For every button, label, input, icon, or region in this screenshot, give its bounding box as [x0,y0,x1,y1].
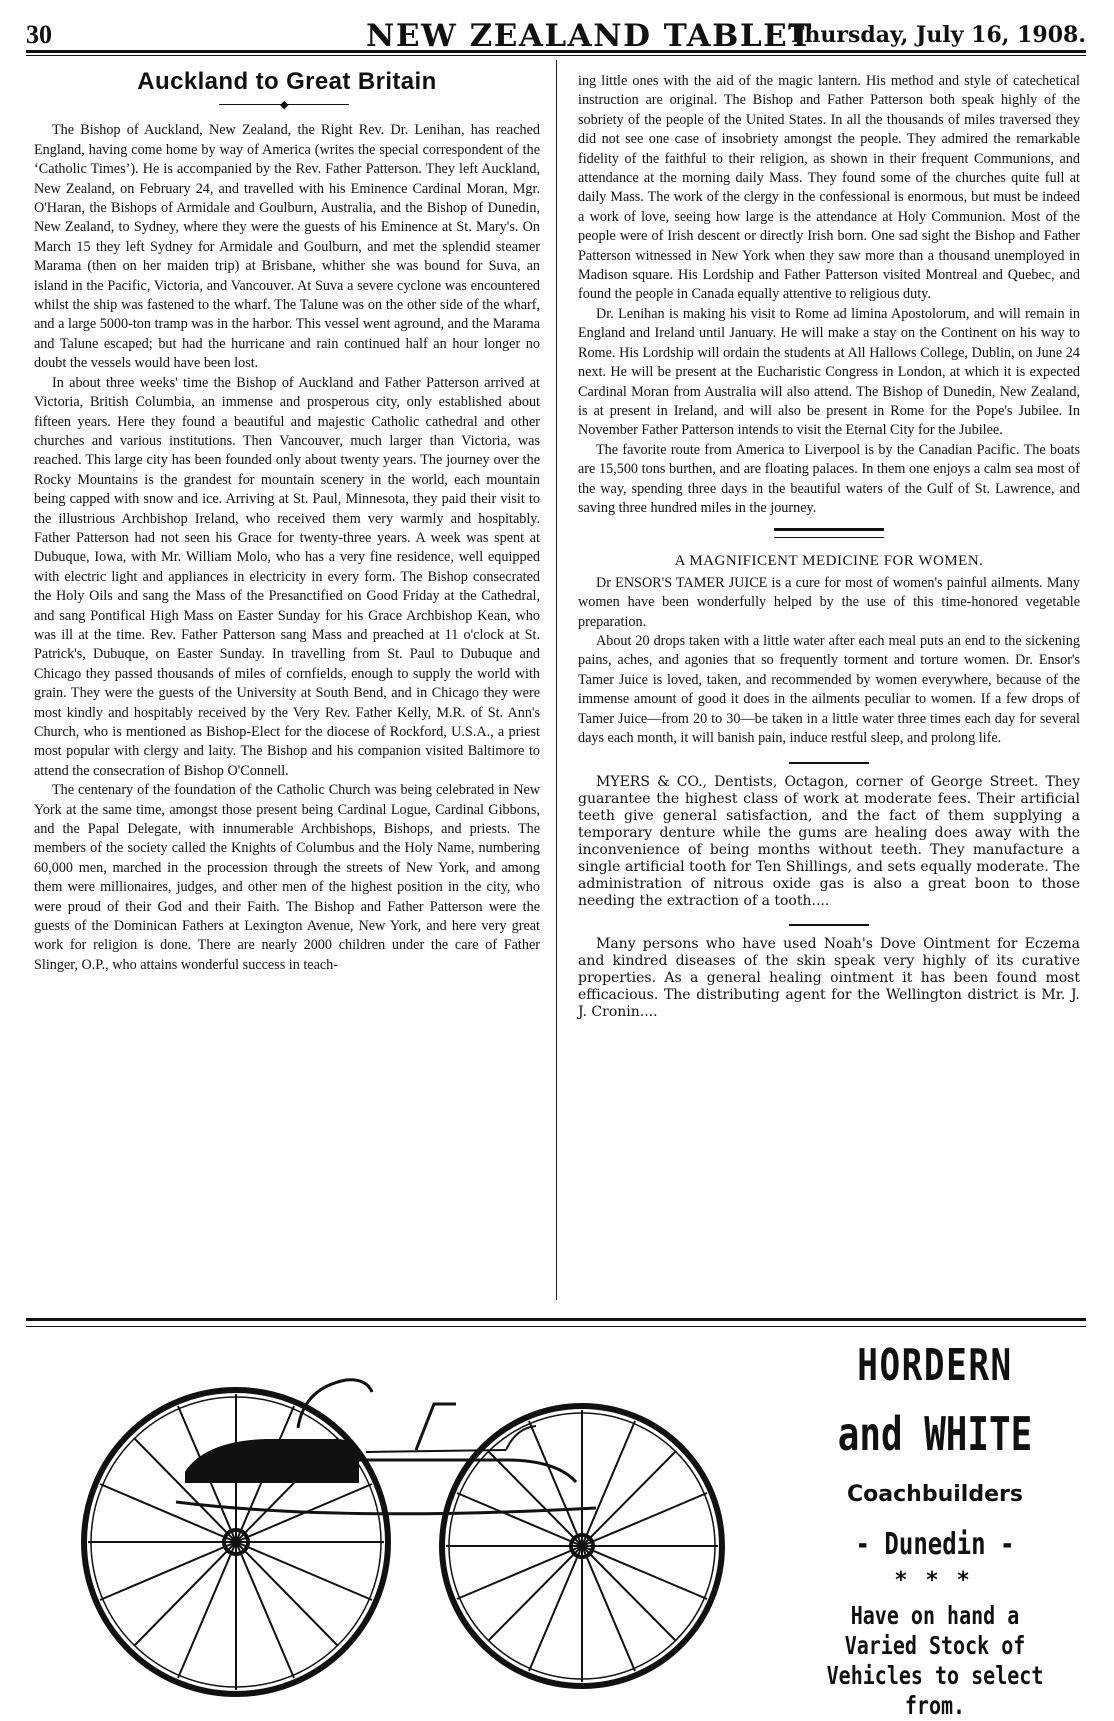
dentist-ad [578,774,1080,910]
ointment-ad-text: Many persons who have used Noah's Dove Ointment for Eczema and kindred diseases of the skin speak very highly of its curative properties. As a general healing ointment it has been found most efficacious. The distributing agent for the Wellington district is Mr. J. J. Cronin.... [578,936,1080,1021]
article-paragraph: In about three weeks' time the Bishop of Auckland and Father Patterson arrived at Victoria, British Columbia, an immense and prosperous city, only established about fifteen years. Here they found a beautiful and majestic Catholic cathedral and other churches and various institutions. Then Vancouver, much larger than Victoria, was reached. This large city has been founded only about twenty years. The journey over the Rocky Mountains is the grandest for mountain scenery in the world, each mountain being capped with snow and ice. Arriving at St. Paul, Minnesota, they paid their visit to the illustrious Archbishop Ireland, who received them very warmly and hospitably. Father Patterson had not seen his Grace for twenty-three years. A week was spent at Dubuque, Iowa, with Mr. William Molo, who has a very fine residence, well equipped with electric light and appliances in electricity in every form. The Bishop consecrated the Holy Oils and sang the Mass of the Presanctified on Good Friday at the Cathedral, and sang Pontifical High Mass on Easter Sunday for his Grace Archbishop Kean, who was ill at the time. Rev. Father Patterson sang Mass and preached at 11 o'clock at St. Patrick's, Dubuque, on Easter Sunday. In travelling from St. Paul to Dubuque and Chicago they passed thousands of miles of cornfields, enough to supply the world with grain. They were the guests of the University at South Bend, and in Chicago they were most kindly and hospitably received by the Very Rev. Father Kelly, M.R. of St. Ann's Church, who is mentioned as Bishop-Elect for the diocese of Rockford, U.S.A., a priest most popular with clergy and laity. The Bishop and his companion visited Baltimore to attend the consecration of Bishop O'Connell. [34,374,540,779]
column-divider [556,60,557,1300]
article-column-left [34,62,540,1302]
masthead: NEW ZEALAND TABLET [366,18,813,54]
title-ornament: ◆ [34,99,540,111]
coachbuilder-ad [780,1340,1090,1721]
article-paragraph: The centenary of the foundation of the Catholic Church was being celebrated in New York at the same time, amongst those present being Cardinal Logue, Cardinal Gibbons, and the Papal Delegate, with innumerable Archbishops, Bishops, and priests. The members of the society called the Knights of Columbus and the Holy Name, numbering 60,000 men, marched in the procession through the streets of New York, and among them were millionaires, judges, and other men of the highest position in the city, who were proud of their God and their Faith. The Bishop and Father Patterson were the guests of the Dominican Fathers at Lexington Avenue, New York, and here very great work for religion is done. There are nearly 2000 children under the care of Father Slinger, O.P., who attains wonderful success in teach- [34,782,540,973]
carriage-drawing [36,1332,772,1700]
section-rule [789,762,869,764]
article-continued-paragraph: ing little ones with the aid of the magic lantern. His method and style of catechetical instruction are original. The Bishop and Father Patterson both speak highly of the sobriety of the people of the United States. In all the thousands of miles traversed they did not see one case of insobriety amongst the people. They admired the remarkable fidelity of the faithful to their religion, as shown in their frequent Communions, and attendance at the morning daily Mass. They found some of the churches quite full at daily Mass. The work of the clergy in the confessional is enormous, but must be indeed a work of love, seeing how large is the attendance at Holy Communion. Most of the people were of Irish descent or directly Irish born. One sad sight the Bishop and Father Patterson witnessed in New York when they saw more than a thousand unemployed in Madison square. His Lordship and Father Patterson visited Montreal and Quebec, and found the people in Canada equally attentive to religious duty. [578,73,1080,303]
issue-date: Thursday, July 16, 1908. [788,22,1086,48]
medicine-ad-heading: A MAGNIFICENT MEDICINE FOR WOMEN. [674,553,984,570]
medicine-ad-paragraph: Dr ENSOR'S TAMER JUICE is a cure for most of women's painful ailments. Many women have been wonderfully helped by the use of this time-honored vegetable preparation. [578,574,1080,630]
bottom-rule [26,1326,1086,1327]
section-rule [789,924,869,926]
dentist-ad-text: MYERS & CO., Dentists, Octagon, corner of George Street. They guarantee the highest class of work at moderate fees. Their artificial teeth give general satisfaction, and the fact of them supplying a temporary denture while the gums are healing does away with the inconvenience of being months without teeth. They manufacture a single artificial tooth for Ten Shillings, and sets equally moderate. The administration of nitrous oxide gas is also a great boon to those needing the extraction of a tooth.... [578,774,1080,910]
medicine-ad-paragraph: About 20 drops taken with a little water after each meal puts an end to the sickening pains, aches, and agonies that so frequently torment and torture women. Dr. Ensor's Tamer Juice is loved, taken, and recommended by women everywhere, because of the immense amount of good it does in the ailments peculiar to women. If a few drops of Tamer Juice—from 20 to 30—be taken in a little water three times each day for several days each month, it will banish pain, induce restful sleep, and prolong life. [578,632,1080,746]
article-paragraph: The Bishop of Auckland, New Zealand, the Right Rev. Dr. Lenihan, has reached England, having come home by way of America (writes the special correspondent of the ‘Catholic Times’). He is accompanied by the Rev. Father Patterson. They left Auckland, New Zealand, on February 24, and travelled with his Eminence Cardinal Moran, Mgr. O'Haran, the Bishops of Armidale and Goulburn, Australia, and the Bishop of Dunedin, New Zealand, to Sydney, where they were the guests of his Eminence at St. Mary's. On March 15 they left Sydney for Armidale and Goulburn, and met the splendid steamer Marama (then on her maiden trip) at Brisbane, whither she was bound for Suva, an island in the Pacific, Victoria, and Vancouver. At Suva a severe cyclone was encountered whilst the ship was fastened to the wharf. The Talune was on the other side of the wharf, and a large 5000-ton tramp was in the harbor. This vessel went aground, and the Marama and Talune escaped; but had the hurricane and rain continued half an hour longer no doubt the vessels would have been lost. [34,122,540,372]
article-column-right [578,72,1080,1021]
article-continued-paragraph: Dr. Lenihan is making his visit to Rome ad limina Apostolorum, and will remain in England and Ireland until January. He will make a stay on the Continent on his way to Rome. His Lordship will ordain the students at All Hallows College, Dublin, on June 24 next. He will be present at the Eucharistic Congress in London, at which it is expected Cardinal Moran from Australia will also attend. The Bishop of Dunedin, New Zealand, is at present in Ireland, and will also be present in Rome for the Pope's Jubilee. In November Father Patterson intends to visit the Eternal City for the Jubilee. [578,305,1080,439]
ad-stars: * * * [895,1568,975,1593]
ad-stock-text: Have on hand a Varied Stock of Vehicles to select from. [826,1601,1044,1720]
carriage-illustration [36,1332,772,1700]
article-continued-paragraph: The favorite route from America to Liverpool is by the Canadian Pacific. The boats are 15,500 tons burthen, and are floating palaces. In them one enjoys a calm sea most of the way, spending three days in the beautiful waters of the Gulf of St. Lawrence, and saving three hundred miles in the journey. [578,441,1080,516]
header-rule [26,50,1086,56]
page-number: 30 [26,20,52,49]
article-title: Auckland to Great Britain [137,68,437,95]
ad-firm-name: HORDERN [857,1340,1013,1391]
bottom-rule [26,1318,1086,1321]
ointment-ad [578,936,1080,1021]
ad-city: - Dunedin - [855,1527,1015,1562]
ad-firm-name-2: and WHITE [837,1407,1033,1461]
section-rule [774,528,884,538]
ad-trade: Coachbuilders [847,1482,1023,1507]
